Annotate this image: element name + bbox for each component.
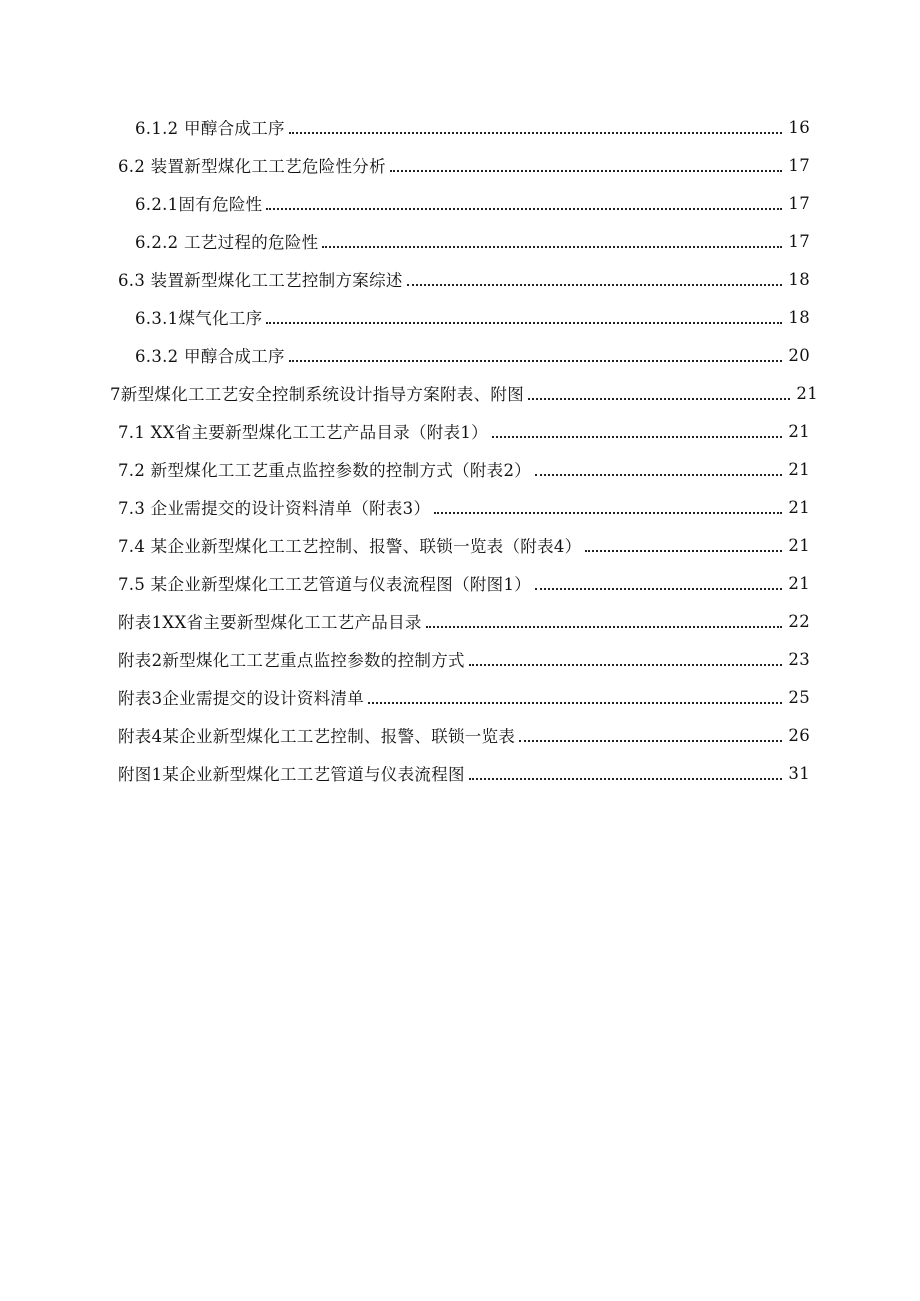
toc-entry-label: 6.3 装置新型煤化工工艺控制方案综述: [118, 271, 403, 290]
toc-entry-appendix-table-3[interactable]: [0, 678, 810, 716]
toc-entry-label: 附表1XX省主要新型煤化工工艺产品目录: [118, 613, 422, 632]
toc-entry-7-2[interactable]: [0, 450, 810, 488]
toc-entry-appendix-table-2[interactable]: [0, 640, 810, 678]
toc-entry-label: 附表4某企业新型煤化工工艺控制、报警、联锁一览表: [118, 727, 516, 746]
dot-leader: [426, 625, 783, 628]
toc-entry-label: 6.2.2 工艺过程的危险性: [135, 233, 319, 252]
toc-entry-appendix-figure-1[interactable]: [0, 754, 810, 792]
toc-entry-page: 16: [788, 117, 810, 137]
toc-entry-label: 7.5 某企业新型煤化工工艺管道与仪表流程图（附图1）: [118, 575, 532, 594]
toc-entry-7-4[interactable]: [0, 526, 810, 564]
table-of-contents: [0, 108, 920, 792]
dot-leader: [492, 435, 782, 438]
toc-entry-7-3[interactable]: [0, 488, 810, 526]
dot-leader: [390, 169, 783, 172]
toc-entry-6-1-2[interactable]: [0, 108, 810, 146]
toc-entry-appendix-table-1[interactable]: [0, 602, 810, 640]
toc-entry-label: 7.1 XX省主要新型煤化工工艺产品目录（附表1）: [118, 423, 488, 442]
toc-entry-6-2-1[interactable]: [0, 184, 810, 222]
dot-leader: [322, 245, 782, 248]
toc-entry-7[interactable]: [0, 374, 818, 412]
dot-leader: [535, 587, 782, 590]
toc-entry-page: 21: [788, 497, 810, 517]
dot-leader: [368, 701, 782, 704]
toc-entry-label: 6.2.1固有危险性: [135, 195, 263, 214]
toc-entry-6-2-2[interactable]: [0, 222, 810, 260]
toc-entry-7-5[interactable]: [0, 564, 810, 602]
toc-entry-page: 17: [788, 193, 810, 213]
toc-entry-page: 23: [788, 649, 810, 669]
dot-leader: [434, 511, 782, 514]
toc-entry-label: 附图1某企业新型煤化工工艺管道与仪表流程图: [118, 765, 465, 784]
toc-entry-label: 附表2新型煤化工工艺重点监控参数的控制方式: [118, 651, 465, 670]
toc-entry-page: 18: [788, 307, 810, 327]
dot-leader: [407, 283, 783, 286]
toc-entry-label: 6.1.2 甲醇合成工序: [135, 119, 285, 138]
toc-entry-page: 18: [788, 269, 810, 289]
dot-leader: [289, 131, 783, 134]
toc-entry-page: 21: [788, 535, 810, 555]
toc-entry-appendix-table-4[interactable]: [0, 716, 810, 754]
toc-entry-label: 6.3.2 甲醇合成工序: [135, 347, 285, 366]
dot-leader: [289, 359, 783, 362]
toc-entry-page: 17: [788, 231, 810, 251]
dot-leader: [585, 549, 782, 552]
toc-entry-page: 26: [788, 725, 810, 745]
toc-entry-6-2[interactable]: [0, 146, 810, 184]
toc-entry-page: 21: [796, 383, 818, 403]
toc-entry-page: 17: [788, 155, 810, 175]
dot-leader: [528, 397, 790, 400]
dot-leader: [469, 663, 783, 666]
toc-entry-page: 21: [788, 421, 810, 441]
toc-entry-label: 7.3 企业需提交的设计资料清单（附表3）: [118, 499, 431, 518]
dot-leader: [266, 207, 782, 210]
toc-entry-page: 31: [788, 763, 810, 783]
toc-entry-page: 22: [788, 611, 810, 631]
toc-entry-label: 6.2 装置新型煤化工工艺危险性分析: [118, 157, 386, 176]
toc-entry-page: 25: [788, 687, 810, 707]
toc-entry-label: 6.3.1煤气化工序: [135, 309, 263, 328]
toc-entry-6-3-2[interactable]: [0, 336, 810, 374]
toc-entry-label: 7.4 某企业新型煤化工工艺控制、报警、联锁一览表（附表4）: [118, 537, 582, 556]
dot-leader: [266, 321, 782, 324]
dot-leader: [469, 777, 783, 780]
toc-entry-page: 21: [788, 459, 810, 479]
toc-entry-page: 20: [788, 345, 810, 365]
dot-leader: [519, 739, 782, 742]
dot-leader: [535, 473, 782, 476]
toc-entry-6-3[interactable]: [0, 260, 810, 298]
toc-entry-7-1[interactable]: [0, 412, 810, 450]
toc-entry-label: 7.2 新型煤化工工艺重点监控参数的控制方式（附表2）: [118, 461, 532, 480]
toc-entry-page: 21: [788, 573, 810, 593]
toc-entry-label: 7新型煤化工工艺安全控制系统设计指导方案附表、附图: [110, 385, 524, 404]
toc-entry-label: 附表3企业需提交的设计资料清单: [118, 689, 364, 708]
toc-entry-6-3-1[interactable]: [0, 298, 810, 336]
